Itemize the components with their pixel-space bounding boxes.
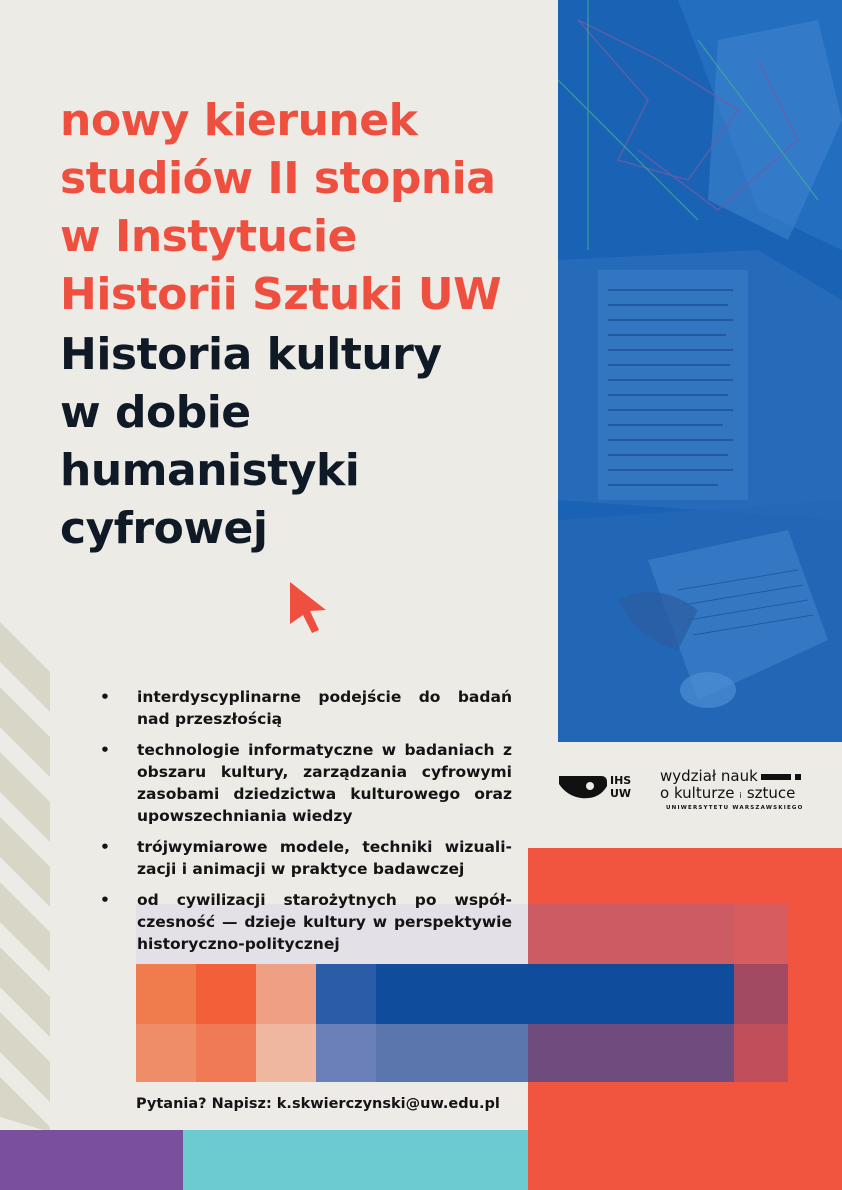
faculty-logo-line: sztuce [746, 784, 796, 802]
color-block [528, 1024, 734, 1082]
contact-email[interactable]: Pytania? Napisz: k.skwierczynski@uw.edu.pl [136, 1096, 500, 1112]
color-block-purple [0, 1130, 183, 1190]
ihs-logo-text [610, 774, 631, 800]
decorative-stripes [0, 622, 50, 1132]
bullet-dot-icon: • [100, 741, 110, 759]
color-block [316, 1024, 376, 1082]
color-block [376, 1024, 528, 1082]
color-block [136, 1024, 196, 1082]
logos [557, 766, 842, 826]
color-block [136, 964, 196, 1024]
color-block [196, 964, 256, 1024]
program-title-line: Historia kultury [60, 329, 442, 380]
list-item [100, 686, 512, 730]
color-block [734, 1024, 788, 1082]
faculty-logo-square [795, 774, 801, 780]
program-title-line: cyfrowej [60, 503, 268, 554]
bullet-dot-icon: • [100, 688, 110, 706]
ihs-logo-line: IHS [610, 774, 632, 787]
program-title-line: w dobie [60, 387, 251, 438]
color-block [528, 904, 734, 964]
ihs-eye-logo-icon [557, 772, 607, 800]
list-item-text: technologie informatyczne w badaniach z obszaru kultury, zarządzania cyfrowymi zasobami dziedzictwa kulturowego oraz upowszechniania wiedzy [137, 741, 512, 825]
list-item-text: interdyscyplinarne podejście do badań nad przeszłością [137, 688, 512, 728]
heading-red-line: studiów II stopnia [60, 153, 496, 204]
list-item-text: od cywilizacji starożytnych po współ-czesność — dzieje kultury w perspektywie historyczno-politycznej [137, 891, 512, 953]
bullet-dot-icon: • [100, 891, 110, 909]
faculty-logo-connector: i [739, 791, 743, 800]
list-item [100, 739, 512, 827]
color-block [196, 1024, 256, 1082]
color-block [316, 964, 376, 1024]
color-block-cyan [183, 1130, 528, 1190]
photo-illustration [558, 0, 842, 742]
heading-red-line: w Instytucie [60, 211, 357, 262]
ihs-logo-line: UW [610, 787, 632, 800]
color-block [256, 1024, 316, 1082]
cursor-arrow-icon [288, 580, 330, 636]
color-block [734, 964, 788, 1024]
program-features-list [100, 686, 512, 964]
list-item [100, 836, 512, 880]
faculty-logo-line: wydział nauk [660, 767, 758, 785]
color-block [256, 964, 316, 1024]
faculty-logo-bar [761, 774, 791, 780]
university-name: UNIWERSYTETU WARSZAWSKIEGO [666, 805, 804, 811]
photo-blue-collage [558, 0, 842, 742]
list-item-text: trójwymiarowe modele, techniki wizuali-zacji i animacji w praktyce badawczej [137, 838, 512, 878]
faculty-logo [660, 768, 804, 813]
program-title-line: humanistyki [60, 445, 360, 496]
list-item [100, 889, 512, 955]
heading-red-line: nowy kierunek [60, 95, 418, 146]
color-block [376, 964, 734, 1024]
faculty-logo-line: o kulturze [660, 784, 735, 802]
color-block [734, 904, 788, 964]
program-title [60, 326, 442, 558]
heading-red-line: Historii Sztuki UW [60, 269, 502, 320]
program-announcement-heading [60, 92, 501, 324]
bullet-dot-icon: • [100, 838, 110, 856]
